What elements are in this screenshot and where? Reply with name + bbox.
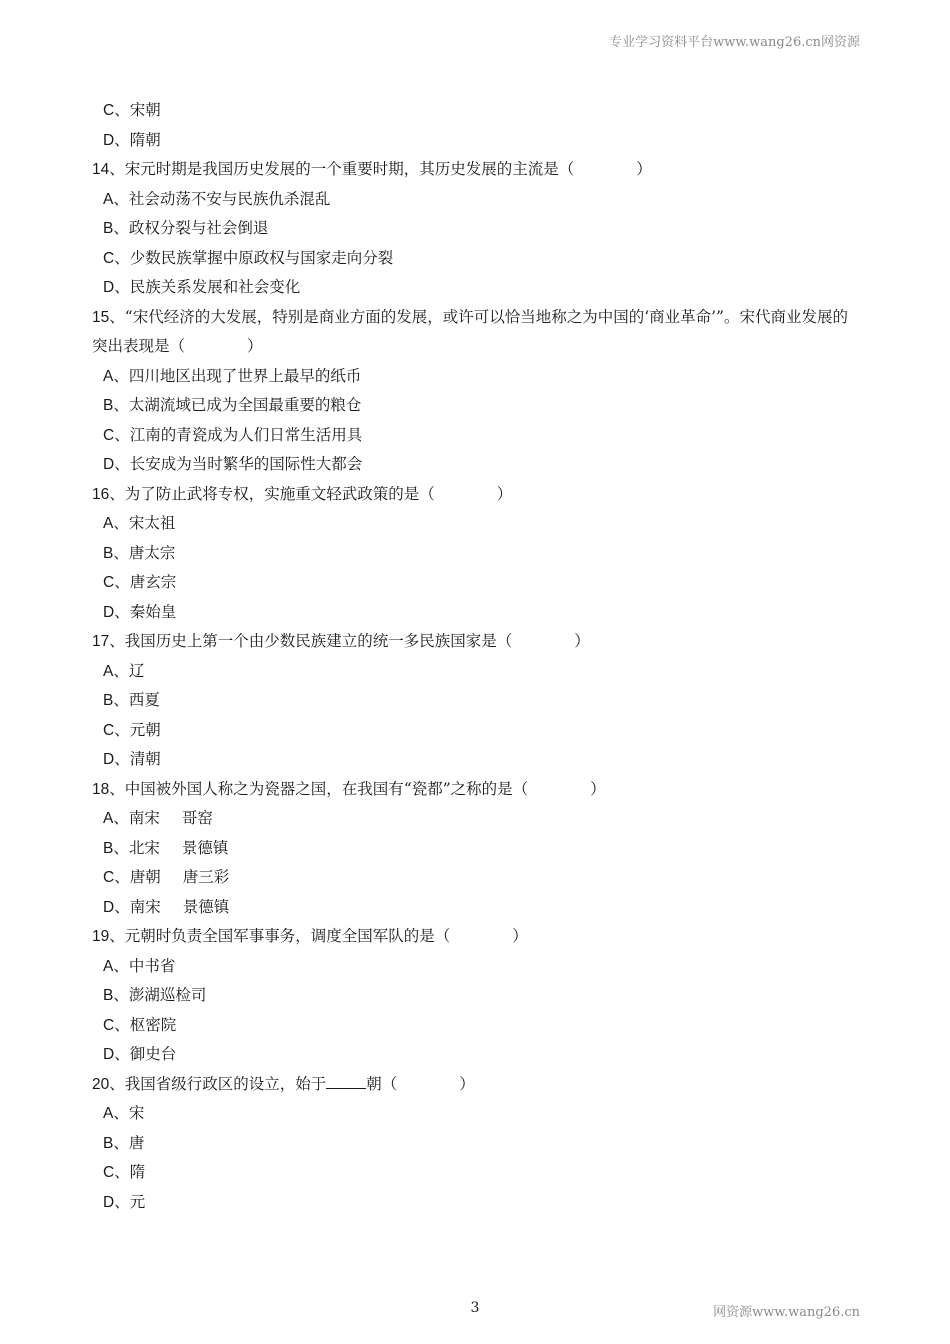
enumerator: 、 — [113, 956, 129, 975]
enumerator: 、 — [114, 602, 130, 621]
option-letter: D — [103, 751, 115, 768]
enumerator: 、 — [114, 1045, 130, 1063]
enumerator: 、 — [113, 1104, 129, 1122]
option-text: 隋 — [129, 1163, 146, 1181]
question-15 — [92, 303, 862, 362]
footer-watermark: 网资源www.wang26.cn — [713, 1305, 860, 1320]
option-letter: A — [103, 662, 114, 680]
option-a — [92, 185, 862, 215]
question-text: 元朝时负责全国军事事务，调度全国军队的是（ ） — [124, 927, 528, 945]
option-d — [92, 893, 862, 923]
option-text-secondary: 景德镇 — [181, 838, 229, 857]
question-number: 17 — [92, 633, 110, 650]
option-letter: A — [103, 1105, 114, 1122]
question-text: 我国历史上第一个由少数民族建立的统一多民族国家是（ ） — [124, 632, 590, 650]
option-text: 政权分裂与社会倒退 — [128, 219, 269, 237]
option-letter: D — [103, 1046, 115, 1063]
option-letter: D — [103, 279, 115, 296]
option-text: 西夏 — [128, 691, 160, 709]
option-c — [92, 421, 862, 451]
question-text: “宋代经济的大发展，特别是商业方面的发展，或许可以恰当地称之为中国的‘商业革命’”。宋代商业发展的突出表现是（ ） — [92, 307, 848, 355]
option-letter: B — [103, 692, 114, 709]
option-text: 少数民族掌握中原政权与国家走向分裂 — [129, 248, 394, 267]
option-text: 枢密院 — [129, 1015, 177, 1034]
option-letter: A — [103, 515, 114, 532]
enumerator: 、 — [114, 573, 130, 591]
option-letter: B — [103, 397, 114, 414]
enumerator: 、 — [113, 366, 129, 385]
option-text: 长安成为当时繁华的国际性大都会 — [129, 455, 363, 473]
enumerator: 、 — [114, 101, 130, 119]
enumerator: 、 — [113, 838, 129, 857]
question-number: 20 — [92, 1075, 110, 1093]
enumerator: 、 — [114, 130, 130, 149]
enumerator: 、 — [113, 219, 129, 237]
option-a — [92, 804, 862, 834]
enumerator: 、 — [114, 248, 130, 267]
option-letter: C — [103, 721, 115, 739]
option-c-prev — [92, 96, 862, 126]
option-text: 唐 — [128, 1133, 145, 1152]
option-b — [92, 539, 862, 569]
option-letter: C — [103, 102, 115, 119]
question-number: 19 — [92, 928, 110, 945]
option-text: 秦始皇 — [129, 602, 177, 621]
option-letter: D — [103, 456, 115, 473]
option-d — [92, 598, 862, 628]
option-text: 元 — [129, 1192, 146, 1211]
option-c — [92, 863, 862, 893]
option-letter: C — [103, 574, 115, 591]
option-letter: D — [103, 131, 115, 149]
option-b — [92, 391, 862, 421]
enumerator: 、 — [114, 1192, 130, 1211]
option-letter: C — [103, 869, 115, 886]
option-text: 江南的青瓷成为人们日常生活用具 — [129, 425, 363, 444]
option-d — [92, 273, 862, 303]
question-text: 中国被外国人称之为瓷器之国，在我国有“瓷都”之称的是（ ） — [124, 779, 606, 798]
enumerator: 、 — [113, 1133, 129, 1152]
enumerator: 、 — [114, 425, 130, 444]
option-a — [92, 362, 862, 392]
enumerator: 、 — [109, 927, 125, 945]
option-b — [92, 214, 862, 244]
enumerator: 、 — [109, 1074, 125, 1093]
question-16 — [92, 480, 862, 510]
enumerator: 、 — [109, 307, 125, 326]
option-b — [92, 686, 862, 716]
enumerator: 、 — [114, 750, 130, 768]
option-text: 御史台 — [129, 1045, 177, 1063]
enumerator: 、 — [114, 720, 130, 739]
header-watermark: 专业学习资料平台www.wang26.cn网资源 — [609, 35, 860, 50]
option-text: 南宋 — [129, 897, 161, 916]
option-text: 清朝 — [129, 750, 161, 768]
option-text: 太湖流域已成为全国最重要的粮仓 — [128, 396, 362, 414]
page-number: 3 — [470, 1300, 480, 1316]
option-letter: D — [103, 603, 115, 621]
enumerator: 、 — [109, 632, 125, 650]
option-letter: D — [103, 898, 115, 916]
option-c — [92, 1158, 862, 1188]
option-d — [92, 745, 862, 775]
option-letter: A — [103, 367, 114, 385]
enumerator: 、 — [114, 897, 130, 916]
option-d-prev — [92, 126, 862, 156]
fill-in-blank — [326, 1074, 366, 1089]
option-letter: A — [103, 810, 114, 827]
option-letter: B — [103, 839, 114, 857]
option-text: 宋太祖 — [128, 514, 176, 532]
enumerator: 、 — [114, 455, 130, 473]
option-d — [92, 1040, 862, 1070]
option-text: 北宋 — [128, 838, 160, 857]
question-number: 16 — [92, 485, 110, 503]
option-text: 元朝 — [129, 720, 161, 739]
option-text-secondary: 唐三彩 — [182, 868, 230, 886]
option-b — [92, 834, 862, 864]
enumerator: 、 — [113, 809, 129, 827]
option-text: 隋朝 — [129, 130, 161, 149]
question-18 — [92, 775, 862, 805]
option-letter: C — [103, 249, 115, 267]
enumerator: 、 — [113, 986, 129, 1004]
question-text-after: 朝（ ） — [366, 1074, 475, 1093]
option-text-secondary: 景德镇 — [182, 897, 230, 916]
option-c — [92, 1011, 862, 1041]
question-number: 14 — [92, 161, 110, 178]
option-letter: B — [103, 987, 114, 1004]
option-text-secondary: 哥窑 — [181, 809, 213, 827]
question-text-before: 我国省级行政区的设立，始于 — [124, 1074, 327, 1093]
option-b — [92, 981, 862, 1011]
enumerator: 、 — [109, 484, 125, 503]
question-14 — [92, 155, 862, 185]
enumerator: 、 — [114, 278, 130, 296]
option-a — [92, 1099, 862, 1129]
option-c — [92, 244, 862, 274]
option-text: 唐玄宗 — [129, 573, 177, 591]
option-text: 宋 — [128, 1104, 145, 1122]
enumerator: 、 — [113, 514, 129, 532]
option-text: 社会动荡不安与民族仇杀混乱 — [128, 189, 331, 208]
option-letter: C — [103, 1016, 115, 1034]
option-text: 中书省 — [128, 956, 176, 975]
option-letter: A — [103, 957, 114, 975]
option-text: 澎湖巡检司 — [128, 986, 207, 1004]
enumerator: 、 — [109, 160, 125, 178]
question-17 — [92, 627, 862, 657]
option-letter: B — [103, 220, 114, 237]
option-text: 四川地区出现了世界上最早的纸币 — [128, 366, 362, 385]
question-text: 为了防止武将专权，实施重文轻武政策的是（ ） — [124, 484, 513, 503]
question-number: 15 — [92, 308, 110, 326]
option-text: 辽 — [128, 661, 145, 680]
enumerator: 、 — [114, 868, 130, 886]
option-letter: C — [103, 1164, 115, 1181]
enumerator: 、 — [113, 691, 129, 709]
option-letter: B — [103, 544, 114, 562]
enumerator: 、 — [113, 189, 129, 208]
option-d — [92, 1188, 862, 1218]
question-text: 宋元时期是我国历史发展的一个重要时期，其历史发展的主流是（ ） — [124, 160, 652, 178]
option-letter: A — [103, 190, 114, 208]
enumerator: 、 — [113, 396, 129, 414]
enumerator: 、 — [109, 779, 125, 798]
option-letter: B — [103, 1134, 114, 1152]
option-text: 民族关系发展和社会变化 — [129, 278, 301, 296]
question-number: 18 — [92, 780, 110, 798]
option-letter: C — [103, 426, 115, 444]
option-text: 唐太宗 — [128, 543, 176, 562]
option-a — [92, 952, 862, 982]
enumerator: 、 — [114, 1163, 130, 1181]
option-c — [92, 568, 862, 598]
question-list — [92, 96, 862, 1217]
option-b — [92, 1129, 862, 1159]
option-c — [92, 716, 862, 746]
question-20 — [92, 1070, 862, 1100]
enumerator: 、 — [113, 661, 129, 680]
option-text: 南宋 — [128, 809, 160, 827]
option-d — [92, 450, 862, 480]
enumerator: 、 — [113, 543, 129, 562]
option-a — [92, 657, 862, 687]
option-text: 宋朝 — [129, 101, 161, 119]
option-letter: D — [103, 1193, 115, 1211]
question-19 — [92, 922, 862, 952]
option-a — [92, 509, 862, 539]
option-text: 唐朝 — [129, 868, 161, 886]
enumerator: 、 — [114, 1015, 130, 1034]
